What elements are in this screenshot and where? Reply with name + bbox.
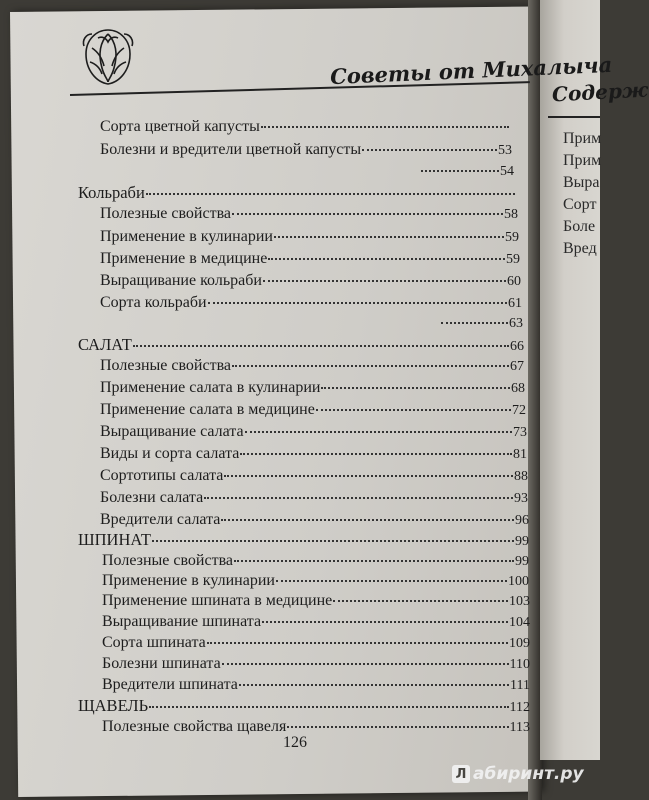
toc-entry xyxy=(100,379,525,397)
toc-entry-label: Применение в кулинарии xyxy=(102,572,275,589)
toc-entry-page: 58 xyxy=(504,207,518,222)
toc-entry-label: Болезни шпината xyxy=(102,655,221,672)
watermark-text: абиринт.ру xyxy=(473,764,584,784)
toc-entry-label: Полезные свойства щавеля xyxy=(102,718,287,735)
toc-entry-label: Виды и сорта салата xyxy=(100,445,240,462)
watermark xyxy=(452,764,584,784)
toc-section xyxy=(78,530,529,550)
toc-entry-page: 111 xyxy=(510,678,530,693)
toc-entry-label: ШПИНАТ xyxy=(78,530,151,549)
toc-entry-label: Выращивание кольраби xyxy=(100,272,262,289)
toc-entry-page: 54 xyxy=(500,164,514,179)
toc-entry xyxy=(100,228,519,246)
toc-entry-page: 59 xyxy=(505,230,519,245)
watermark-badge: Л xyxy=(452,765,470,783)
toc-entry xyxy=(100,489,528,507)
toc-entry xyxy=(102,655,530,673)
toc-entry-page: 60 xyxy=(507,274,521,289)
toc-entry-page: 81 xyxy=(513,447,527,462)
toc-entry-label: Сорта шпината xyxy=(102,634,206,651)
toc-entry-label: Полезные свойства xyxy=(100,357,232,374)
toc-entry xyxy=(102,718,530,736)
toc-entry xyxy=(100,445,527,463)
toc-entry xyxy=(100,401,526,419)
toc-entry-page: 63 xyxy=(509,316,523,331)
toc-entry-page: 99 xyxy=(515,534,529,549)
toc-entry xyxy=(100,250,520,268)
toc-entry-label: ЩАВЕЛЬ xyxy=(78,696,149,715)
page-header-title: Советы от Михалыча xyxy=(329,51,613,90)
page-number: 126 xyxy=(283,734,307,751)
toc-entry xyxy=(100,357,524,375)
right-page-item: Вред xyxy=(563,240,597,257)
toc-section xyxy=(78,183,516,203)
toc-entry-label: Применение в медицине xyxy=(100,250,268,267)
toc-entry-label: Применение салата в медицине xyxy=(100,401,315,418)
toc-entry xyxy=(440,316,523,332)
right-page-title: Содерж xyxy=(551,77,649,107)
toc-entry xyxy=(102,676,530,694)
toc-entry-page: 93 xyxy=(514,491,528,506)
toc-section xyxy=(78,335,524,355)
toc-entry xyxy=(100,467,528,485)
right-page-rule xyxy=(548,116,600,118)
toc-entry-label: Выращивание шпината xyxy=(102,613,262,630)
toc-entry xyxy=(102,552,529,570)
toc-entry-label: Сорта цветной капусты xyxy=(100,118,260,135)
toc-entry xyxy=(100,205,518,223)
toc-entry xyxy=(102,634,530,652)
toc-entry-page: 110 xyxy=(509,657,530,672)
toc-entry-page: 68 xyxy=(511,381,525,396)
toc-entry-page: 112 xyxy=(509,700,530,715)
toc-section xyxy=(78,696,530,716)
toc-entry-label: Кольраби xyxy=(78,183,145,202)
toc-entry-label: Полезные свойства xyxy=(102,552,234,569)
toc-entry-page: 61 xyxy=(508,296,522,311)
right-page-item: Прим xyxy=(563,130,602,147)
toc-entry-label: Полезные свойства xyxy=(100,205,232,222)
toc-entry-page: 99 xyxy=(515,554,529,569)
toc-entry-label: Выращивание салата xyxy=(100,423,244,440)
toc-entry-page: 113 xyxy=(509,720,530,735)
toc-entry-page: 59 xyxy=(506,252,520,267)
toc-entry xyxy=(100,272,521,290)
toc-entry-label: Применение салата в кулинарии xyxy=(100,379,321,396)
toc-entry-label: Вредители шпината xyxy=(102,676,238,693)
toc-entry-page: 66 xyxy=(510,339,524,354)
toc-entry-page: 103 xyxy=(509,594,530,609)
toc-entry-page: 73 xyxy=(513,425,527,440)
right-page-item: Сорт xyxy=(563,196,597,213)
right-page-item: Прим xyxy=(563,152,602,169)
toc-entry xyxy=(420,164,514,180)
toc-entry-label: Болезни и вредители цветной капусты xyxy=(100,141,362,158)
toc-entry xyxy=(100,511,529,529)
toc-entry-page: 88 xyxy=(514,469,528,484)
toc-entry-page: 100 xyxy=(508,574,529,589)
toc-entry xyxy=(100,423,527,441)
toc-entry xyxy=(102,592,530,610)
toc-entry-label: Сортотипы салата xyxy=(100,467,224,484)
toc-entry-label: Вредители салата xyxy=(100,511,221,528)
right-page-item: Боле xyxy=(563,218,596,235)
toc-entry xyxy=(102,572,529,590)
toc-entry-label: Применение в кулинарии xyxy=(100,228,273,245)
toc-entry-page: 72 xyxy=(512,403,526,418)
toc-entry-page: 53 xyxy=(498,143,512,158)
toc-entry-page: 67 xyxy=(510,359,524,374)
toc-entry-label: Болезни салата xyxy=(100,489,204,506)
right-page-item: Выра xyxy=(563,174,600,191)
toc-entry xyxy=(100,294,522,312)
toc-entry xyxy=(102,613,530,631)
toc-entry-label: Сорта кольраби xyxy=(100,294,207,311)
toc-entry xyxy=(100,141,512,159)
toc-entry xyxy=(100,118,510,136)
toc-entry-page: 96 xyxy=(515,513,529,528)
toc-entry-label: Применение шпината в медицине xyxy=(102,592,333,609)
toc-entry-page: 109 xyxy=(509,636,530,651)
toc-entry-label: САЛАТ xyxy=(78,335,132,354)
toc-entry-page: 104 xyxy=(509,615,530,630)
